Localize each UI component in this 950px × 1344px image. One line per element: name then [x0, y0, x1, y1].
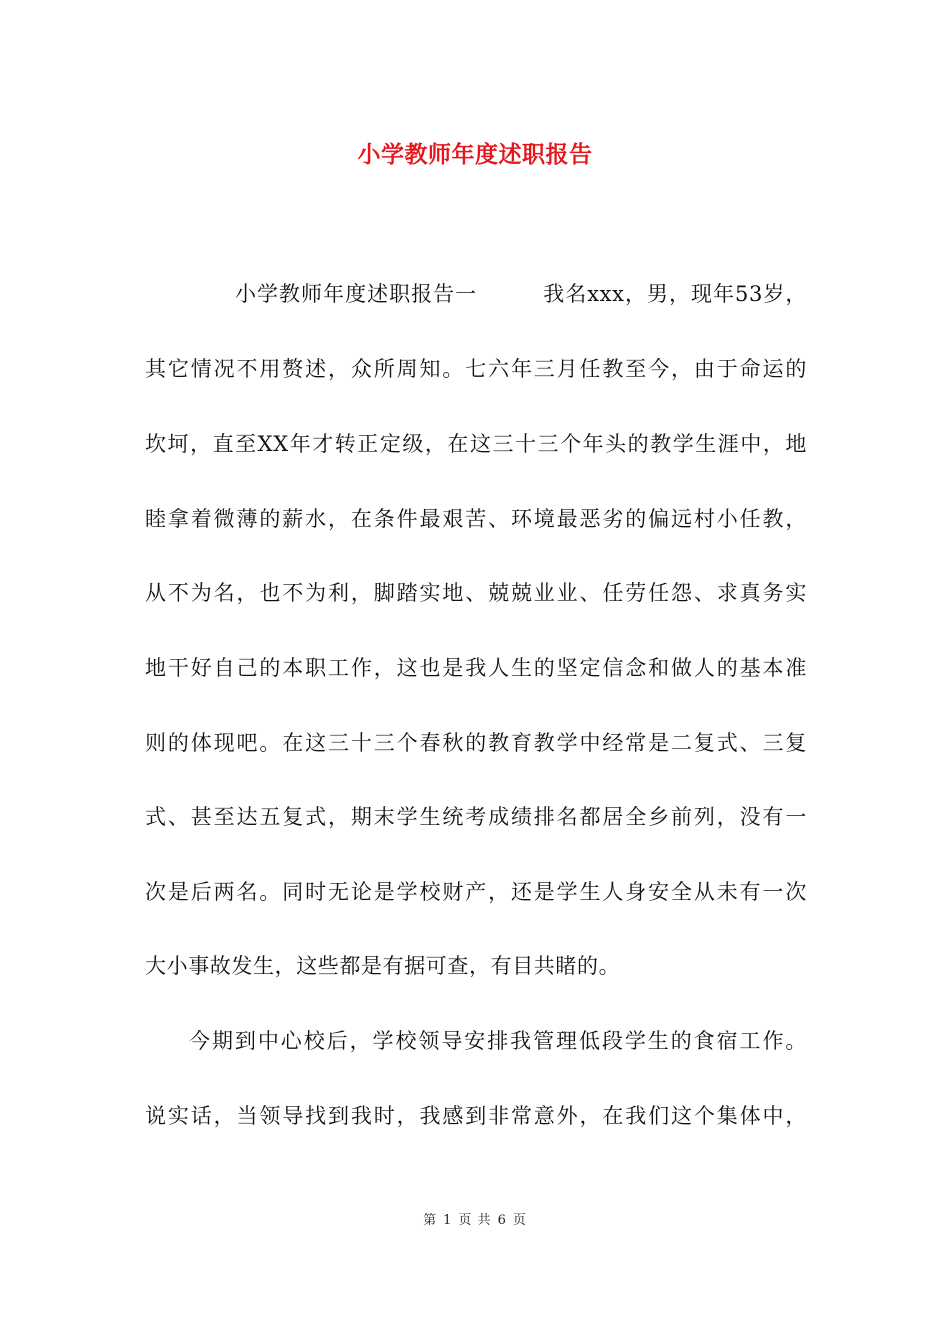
paragraph-1-line-7: 则的体现吧。在这三十三个春秋的教育教学中经常是二复式、三复 [145, 731, 807, 755]
paragraph-1-line-5: 从不为名，也不为利，脚踏实地、兢兢业业、任劳任怨、求真务实 [145, 581, 807, 605]
footer-suffix: 页 [512, 1213, 527, 1228]
page-number-footer [0, 1209, 950, 1228]
paragraph-1-line-6: 地干好自己的本职工作，这也是我人生的坚定信念和做人的基本准 [145, 656, 807, 680]
footer-middle: 页 共 [458, 1213, 492, 1228]
paragraph-1-line-4: 睦拿着微薄的薪水，在条件最艰苦、环境最恶劣的偏远村小任教， [145, 507, 807, 531]
document-title: 小学教师年度述职报告 [357, 141, 593, 168]
paragraph-2-line-1: 今期到中心校后，学校领导安排我管理低段学生的食宿工作。 [189, 1029, 807, 1053]
footer-total-pages: 6 [497, 1213, 507, 1228]
footer-current-page: 1 [443, 1213, 453, 1228]
paragraph-1-line-2: 其它情况不用赘述，众所周知。七六年三月任教至今，由于命运的 [145, 357, 807, 381]
paragraph-1-line-3: 坎坷，直至XX年才转正定级，在这三十三个年头的教学生涯中，地 [145, 432, 807, 456]
paragraph-1-line-8: 式、甚至达五复式，期末学生统考成绩排名都居全乡前列，没有一 [145, 805, 807, 829]
paragraph-2-line-2: 说实话，当领导找到我时，我感到非常意外，在我们这个集体中， [145, 1104, 807, 1128]
paragraph-1-line-1: 小学教师年度述职报告一 我名xxx，男，现年53岁， [235, 282, 807, 306]
paragraph-1-line-9: 次是后两名。同时无论是学校财产，还是学生人身安全从未有一次 [145, 880, 807, 904]
paragraph-1-line-10: 大小事故发生，这些都是有据可查，有目共睹的。 [145, 954, 621, 978]
footer-prefix: 第 [423, 1213, 438, 1228]
